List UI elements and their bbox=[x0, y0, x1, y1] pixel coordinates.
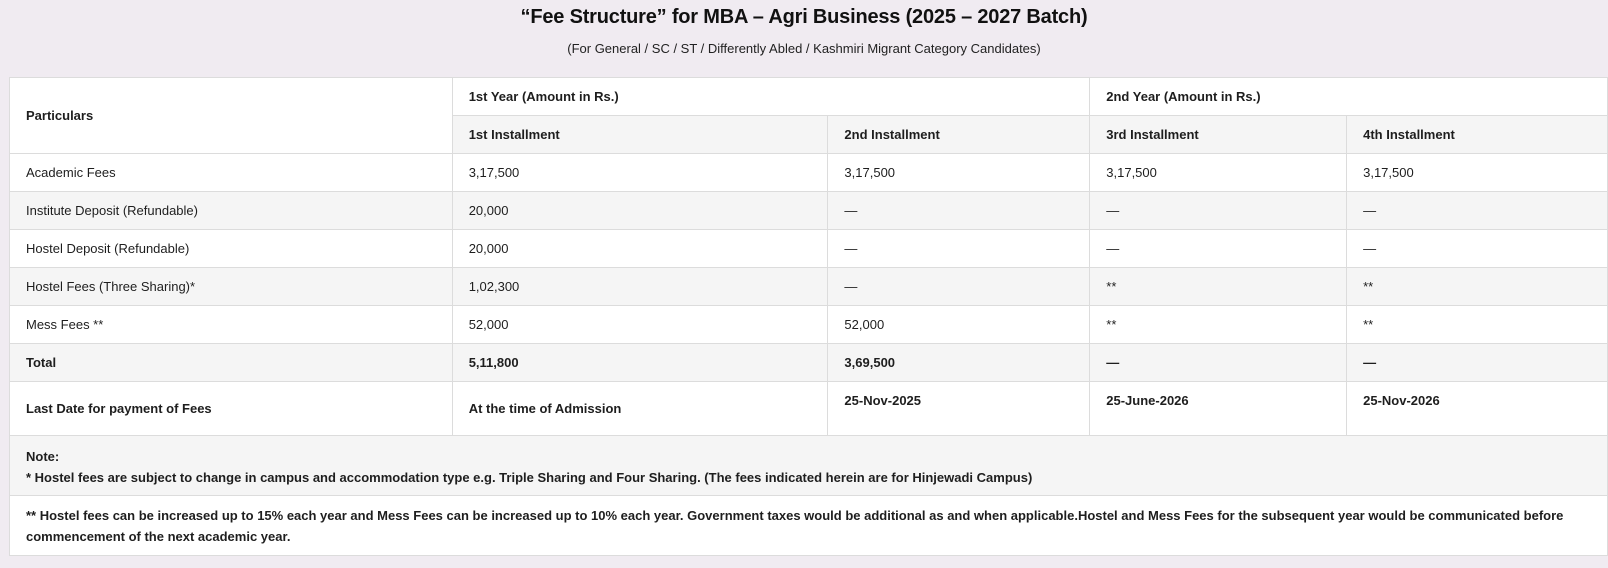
last-date-row bbox=[10, 382, 1608, 436]
total-value: — bbox=[1347, 344, 1608, 382]
row-label: Hostel Deposit (Refundable) bbox=[10, 230, 453, 268]
note-row bbox=[10, 436, 1608, 496]
row-value: — bbox=[828, 192, 1090, 230]
row-value: ** bbox=[1347, 306, 1608, 344]
row-value: 20,000 bbox=[452, 192, 828, 230]
total-value: — bbox=[1090, 344, 1347, 382]
total-value: 3,69,500 bbox=[828, 344, 1090, 382]
table-header-row bbox=[10, 78, 1608, 116]
installment-2-header: 2nd Installment bbox=[828, 116, 1090, 154]
row-value: 52,000 bbox=[828, 306, 1090, 344]
row-label: Hostel Fees (Three Sharing)* bbox=[10, 268, 453, 306]
row-value: 3,17,500 bbox=[1090, 154, 1347, 192]
table-row bbox=[10, 192, 1608, 230]
particulars-header: Particulars bbox=[10, 78, 453, 154]
row-value: 3,17,500 bbox=[452, 154, 828, 192]
row-value: — bbox=[1090, 230, 1347, 268]
row-label: Academic Fees bbox=[10, 154, 453, 192]
year2-header: 2nd Year (Amount in Rs.) bbox=[1090, 78, 1608, 116]
total-value: 5,11,800 bbox=[452, 344, 828, 382]
row-value: ** bbox=[1090, 306, 1347, 344]
note-heading: Note: bbox=[26, 448, 60, 464]
row-value: — bbox=[1347, 192, 1608, 230]
last-date-value: 25-June-2026 bbox=[1090, 382, 1347, 436]
last-date-value: At the time of Admission bbox=[452, 382, 828, 436]
row-value: 52,000 bbox=[452, 306, 828, 344]
row-value: 20,000 bbox=[452, 230, 828, 268]
total-label: Total bbox=[10, 344, 453, 382]
row-value: 3,17,500 bbox=[828, 154, 1090, 192]
table-row bbox=[10, 306, 1608, 344]
row-value: ** bbox=[1347, 268, 1608, 306]
last-date-label: Last Date for payment of Fees bbox=[10, 382, 453, 436]
last-date-value: 25-Nov-2025 bbox=[828, 382, 1090, 436]
row-value: — bbox=[828, 230, 1090, 268]
table-row bbox=[10, 268, 1608, 306]
page-title: “Fee Structure” for MBA – Agri Business (2025 – 2027 Batch) bbox=[520, 6, 1088, 28]
note-hostel-fees: * Hostel fees are subject to change in campus and accommodation type e.g. Triple Sharing and Four Sharing. (The fees indicated herein are for Hinjewadi Campus) bbox=[26, 469, 1033, 485]
row-label: Mess Fees ** bbox=[10, 306, 453, 344]
table-row bbox=[10, 230, 1608, 268]
row-value: 3,17,500 bbox=[1347, 154, 1608, 192]
fee-structure-table bbox=[9, 77, 1608, 556]
year1-header: 1st Year (Amount in Rs.) bbox=[452, 78, 1090, 116]
total-row bbox=[10, 344, 1608, 382]
row-label: Institute Deposit (Refundable) bbox=[10, 192, 453, 230]
row-value: ** bbox=[1090, 268, 1347, 306]
row-value: — bbox=[1347, 230, 1608, 268]
row-value: — bbox=[828, 268, 1090, 306]
installment-4-header: 4th Installment bbox=[1347, 116, 1608, 154]
page-subtitle: (For General / SC / ST / Differently Abled / Kashmiri Migrant Category Candidates) bbox=[567, 41, 1041, 56]
table-row bbox=[10, 154, 1608, 192]
installment-3-header: 3rd Installment bbox=[1090, 116, 1347, 154]
row-value: — bbox=[1090, 192, 1347, 230]
note-cell bbox=[10, 436, 1608, 496]
note-row bbox=[10, 496, 1608, 556]
installment-1-header: 1st Installment bbox=[452, 116, 828, 154]
note-increase: ** Hostel fees can be increased up to 15% each year and Mess Fees can be increased up to 10% each year. Government taxes would be additional as and when applicable.Hostel and Mess Fees for the subsequent year would be communicated before commencement of the next academic year. bbox=[10, 496, 1608, 556]
row-value: 1,02,300 bbox=[452, 268, 828, 306]
last-date-value: 25-Nov-2026 bbox=[1347, 382, 1608, 436]
